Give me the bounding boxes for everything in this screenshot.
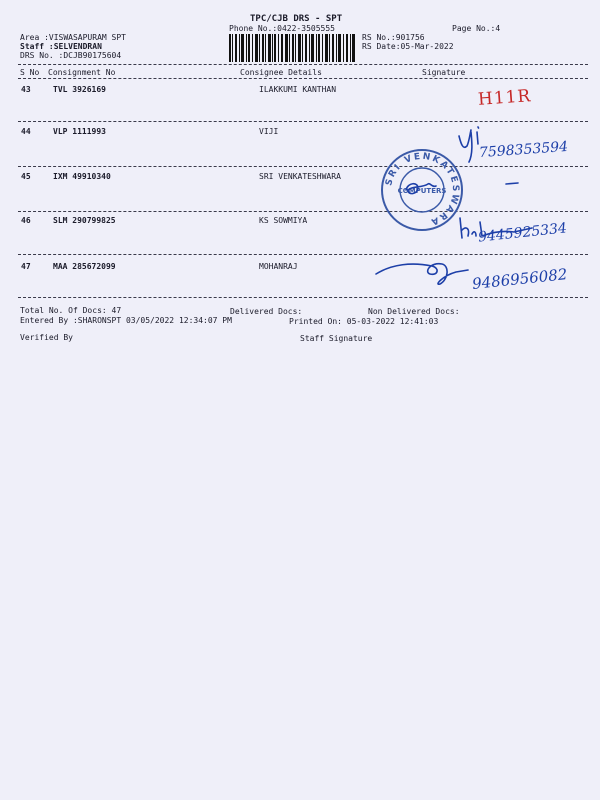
row-consignee: SRI VENKATESHWARA <box>259 172 341 181</box>
drs-number: DRS No. :DCJB90175604 <box>20 51 122 60</box>
row-consignee: VIJI <box>259 127 279 136</box>
row-consignment: IXM 49910340 <box>53 172 111 181</box>
column-consignment: Consignment No <box>48 68 116 77</box>
row-sno: 45 <box>21 172 31 181</box>
row-consignment: MAA 285672099 <box>53 262 116 271</box>
column-consignee: Consignee Details <box>240 68 322 77</box>
row-sno: 44 <box>21 127 31 136</box>
printed-on: Printed On: 05-03-2022 12:41:03 <box>289 317 439 326</box>
phone-number: Phone No.:0422-3505555 <box>229 24 335 33</box>
company-stamp <box>378 148 466 232</box>
page-number: Page No.:4 <box>452 24 501 33</box>
staff-field: Staff :SELVENDRAN <box>20 42 102 51</box>
header-divider-bottom <box>18 78 588 79</box>
header-divider-top <box>18 64 588 65</box>
row-consignee: MOHANRAJ <box>259 262 298 271</box>
row-divider <box>18 166 588 167</box>
handwritten-annotation-43: H11R <box>477 86 532 110</box>
rs-date: RS Date:05-Mar-2022 <box>362 42 454 51</box>
column-signature: Signature <box>422 68 466 77</box>
stamp-ring-text: SRI VENKATESWARA <box>384 151 461 228</box>
area-field: Area :VISWASAPURAM SPT <box>20 33 126 42</box>
row-consignment: TVL 3926169 <box>53 85 106 94</box>
row-sno: 47 <box>21 262 31 271</box>
handwritten-phone-46: 9445925334 <box>477 220 568 246</box>
document-title: TPC/CJB DRS - SPT <box>250 14 343 24</box>
row-consignee: KS SOWMIYA <box>259 216 308 225</box>
total-docs: Total No. Of Docs: 47 <box>20 306 122 315</box>
handwritten-phone-44: 7598353594 <box>478 138 569 162</box>
row-divider <box>18 121 588 122</box>
column-sno: S No <box>20 68 40 77</box>
staff-signature: Staff Signature <box>300 334 373 343</box>
row-consignee: ILAKKUMI KANTHAN <box>259 85 337 94</box>
dash-mark <box>504 180 520 188</box>
delivered-docs: Delivered Docs: <box>230 307 303 316</box>
verified-by: Verified By <box>20 333 73 342</box>
row-divider <box>18 297 588 298</box>
row-consignment: SLM 290799825 <box>53 216 116 225</box>
rs-number: RS No.:901756 <box>362 33 425 42</box>
row-sno: 46 <box>21 216 31 225</box>
row-sno: 43 <box>21 85 31 94</box>
entered-by: Entered By :SHARONSPT 03/05/2022 12:34:07 PM <box>20 316 232 325</box>
stamp-center-text: COMPUTERS <box>397 187 447 195</box>
barcode <box>229 34 355 62</box>
row-consignment: VLP 1111993 <box>53 127 106 136</box>
handwritten-phone-47: 9486956082 <box>471 265 569 293</box>
row-divider <box>18 254 588 255</box>
non-delivered-docs: Non Delivered Docs: <box>368 307 460 316</box>
